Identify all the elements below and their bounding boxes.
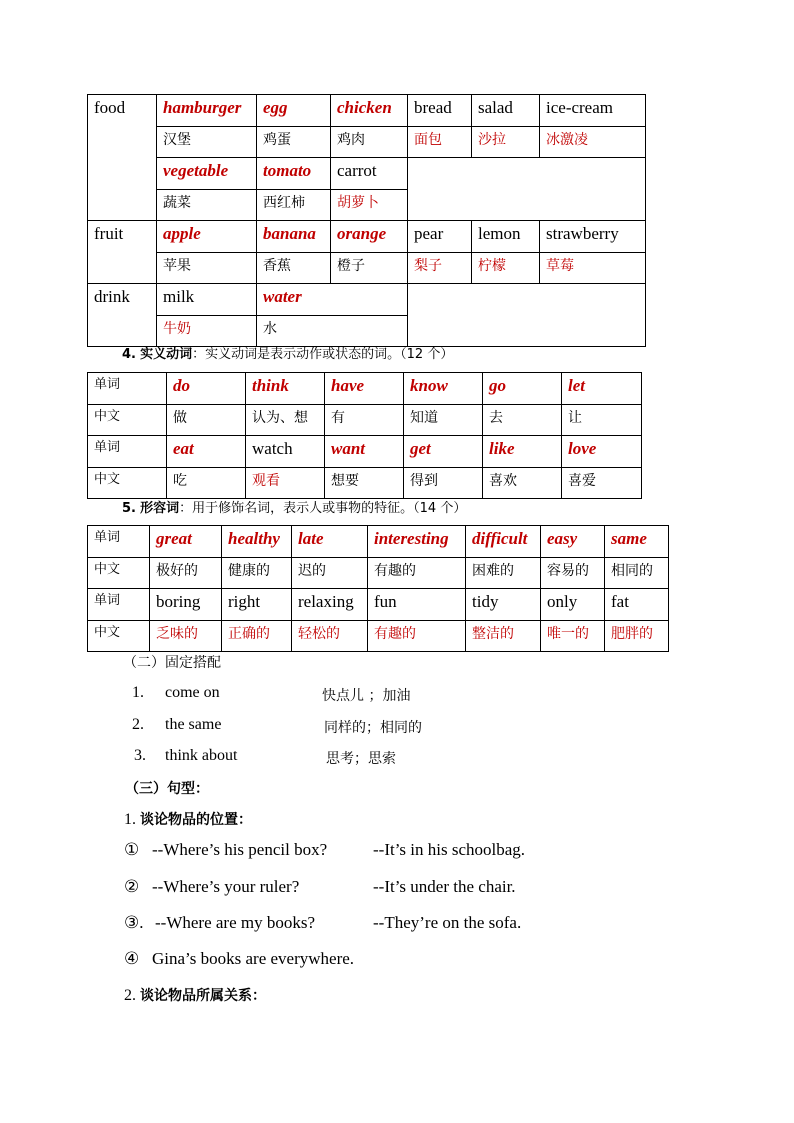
label-cn: 中文 — [94, 562, 121, 577]
phrase-number: 2. — [132, 716, 144, 733]
word-cell — [246, 373, 325, 405]
meaning-cell — [404, 405, 483, 436]
phrase-en: think about — [165, 747, 238, 764]
word-cell — [541, 589, 605, 621]
label-word: 单词 — [94, 593, 121, 608]
meaning-cell — [157, 127, 257, 158]
word-en: only — [547, 592, 578, 611]
word-en: eat — [173, 439, 194, 458]
word-cell — [541, 526, 605, 558]
meaning-cell — [472, 253, 540, 284]
word-cn: 让 — [568, 410, 582, 426]
meaning-cell — [562, 468, 642, 499]
meaning-cell — [325, 468, 404, 499]
heading-title: 形容词 — [140, 501, 180, 516]
word-en: want — [331, 439, 366, 458]
word-cn: 乏味的 — [156, 626, 198, 642]
meaning-cell — [167, 405, 246, 436]
word-cell — [368, 589, 466, 621]
word-en: let — [568, 376, 585, 395]
meaning-cell — [404, 468, 483, 499]
phrase-item-3 — [134, 747, 396, 767]
meaning-cell — [483, 405, 562, 436]
word-cn: 有趣的 — [374, 626, 416, 642]
meaning-cell — [157, 316, 257, 347]
word-cn: 做 — [173, 410, 187, 426]
word-cell — [292, 589, 368, 621]
category-label: fruit — [94, 224, 124, 243]
meaning-cell — [472, 127, 540, 158]
adj-word-row-1 — [88, 526, 669, 558]
word-cell — [483, 373, 562, 405]
sentence-answer: --It’s in his schoolbag. — [373, 840, 526, 859]
meaning-cell — [257, 253, 331, 284]
word-cn: 苹果 — [163, 258, 191, 274]
word-cell — [404, 436, 483, 468]
word-en: tidy — [472, 592, 499, 611]
meaning-cell — [222, 621, 292, 652]
meaning-cell — [541, 558, 605, 589]
word-cn: 容易的 — [547, 563, 589, 579]
word-cn: 橙子 — [337, 258, 365, 274]
food-cn-row-1 — [88, 127, 646, 158]
word-cell — [408, 221, 472, 253]
word-cell — [331, 221, 408, 253]
word-en: healthy — [228, 529, 280, 548]
phrase-number: 3. — [134, 747, 146, 764]
meaning-cell — [292, 621, 368, 652]
word-cell — [466, 526, 541, 558]
word-cell — [540, 221, 646, 253]
word-en: orange — [337, 224, 387, 243]
word-cell — [246, 436, 325, 468]
meaning-cell — [150, 621, 222, 652]
meaning-cell — [408, 127, 472, 158]
word-cn: 有趣的 — [374, 563, 416, 579]
word-en: strawberry — [546, 224, 619, 243]
sentence-answer: --They’re on the sofa. — [373, 913, 522, 932]
word-en: vegetable — [163, 161, 229, 180]
word-en: interesting — [374, 529, 449, 548]
word-en: same — [611, 529, 647, 548]
heading-description: ：实义动词是表示动作或状态的词。（12 个） — [192, 347, 454, 362]
word-cell — [466, 589, 541, 621]
empty-cell — [408, 284, 646, 347]
adjective-table — [87, 525, 669, 652]
meaning-cell — [292, 558, 368, 589]
heading-description: ：用于修饰名词，表示人或事物的特征。（14 个） — [179, 501, 467, 516]
word-cell — [331, 158, 408, 190]
word-cn: 想要 — [331, 473, 359, 489]
sub-title: 谈论物品所属关系： — [140, 988, 266, 1004]
word-cn: 沙拉 — [478, 132, 506, 148]
word-en: get — [410, 439, 431, 458]
word-cn: 整洁的 — [472, 626, 514, 642]
word-cell — [157, 95, 257, 127]
row-label — [88, 373, 167, 405]
phrases-heading: （二）固定搭配 — [123, 655, 221, 671]
word-cell — [257, 158, 331, 190]
word-en: right — [228, 592, 261, 611]
word-cn: 极好的 — [156, 563, 198, 579]
row-label — [88, 436, 167, 468]
word-cell — [157, 158, 257, 190]
word-en: boring — [156, 592, 201, 611]
meaning-cell — [466, 621, 541, 652]
word-cell — [562, 436, 642, 468]
meaning-cell — [483, 468, 562, 499]
meaning-cell — [222, 558, 292, 589]
label-cn: 中文 — [94, 409, 121, 424]
word-cell — [605, 526, 669, 558]
sentence-item-1 — [124, 840, 526, 860]
phrase-en: the same — [165, 716, 222, 733]
meaning-cell — [540, 127, 646, 158]
phrase-item-2 — [132, 716, 422, 736]
fruit-en-row — [88, 221, 646, 253]
meaning-cell — [408, 253, 472, 284]
word-cell — [157, 221, 257, 253]
word-en: lemon — [478, 224, 521, 243]
word-cn: 蔬菜 — [163, 195, 191, 211]
word-cn: 正确的 — [228, 626, 270, 642]
verb-cn-row-1 — [88, 405, 642, 436]
word-cn: 喜欢 — [489, 473, 517, 489]
word-en: fat — [611, 592, 629, 611]
phrase-cn: 思考；思索 — [326, 751, 396, 767]
category-fruit — [88, 221, 157, 284]
sentences-sub1 — [124, 809, 252, 829]
word-en: carrot — [337, 161, 377, 180]
word-cell — [222, 526, 292, 558]
word-cn: 吃 — [173, 473, 187, 489]
meaning-cell — [150, 558, 222, 589]
verb-word-row-1 — [88, 373, 642, 405]
sentence-question: --Where’s his pencil box? — [152, 840, 328, 859]
word-cn: 困难的 — [472, 563, 514, 579]
food-en-row-1 — [88, 95, 646, 127]
sentence-item-4 — [124, 949, 355, 969]
word-en: milk — [163, 287, 195, 306]
word-cell — [150, 526, 222, 558]
sentence-marker: ④ — [124, 949, 140, 968]
word-en: pear — [414, 224, 444, 243]
meaning-cell — [157, 253, 257, 284]
drink-en-row — [88, 284, 646, 316]
meaning-cell — [562, 405, 642, 436]
meaning-cell — [605, 621, 669, 652]
word-cell — [257, 95, 331, 127]
meaning-cell — [541, 621, 605, 652]
word-cn: 梨子 — [414, 258, 442, 274]
word-cell — [257, 284, 408, 316]
label-cn: 中文 — [94, 472, 121, 487]
word-cn: 牛奶 — [163, 321, 191, 337]
word-en: water — [263, 287, 302, 306]
row-label — [88, 526, 150, 558]
word-en: go — [489, 376, 506, 395]
word-en: relaxing — [298, 592, 354, 611]
heading-number: 5. — [122, 501, 136, 516]
label-word: 单词 — [94, 530, 121, 545]
verb-cn-row-2 — [88, 468, 642, 499]
word-cell — [292, 526, 368, 558]
noun-table — [87, 94, 646, 347]
word-cn: 香蕉 — [263, 258, 291, 274]
word-cell — [167, 436, 246, 468]
word-cell — [257, 221, 331, 253]
sentence-item-3 — [124, 913, 522, 933]
word-cell — [368, 526, 466, 558]
adj-cn-row-1 — [88, 558, 669, 589]
sentence-question: --Where’s your ruler? — [152, 877, 300, 896]
word-en: late — [298, 529, 324, 548]
word-cell — [404, 373, 483, 405]
row-label — [88, 405, 167, 436]
phrase-cn: 快点儿 ；加油 — [322, 688, 411, 704]
word-en: hamburger — [163, 98, 242, 117]
category-drink — [88, 284, 157, 347]
word-cn: 观看 — [252, 473, 280, 489]
row-label — [88, 558, 150, 589]
meaning-cell — [246, 468, 325, 499]
word-cn: 得到 — [410, 473, 438, 489]
word-en: ice-cream — [546, 98, 613, 117]
word-en: think — [252, 376, 289, 395]
sentences-sub2 — [124, 985, 266, 1005]
sentence-answer: --It’s under the chair. — [373, 877, 516, 896]
meaning-cell — [466, 558, 541, 589]
meaning-cell — [331, 127, 408, 158]
sentences-heading: （三）句型： — [125, 781, 209, 797]
word-cn: 去 — [489, 410, 503, 426]
sentence-marker: ② — [124, 877, 140, 896]
word-cell — [157, 284, 257, 316]
meaning-cell — [325, 405, 404, 436]
word-en: like — [489, 439, 515, 458]
word-en: love — [568, 439, 597, 458]
meaning-cell — [368, 621, 466, 652]
word-cn: 迟的 — [298, 563, 326, 579]
word-cell — [331, 95, 408, 127]
word-cell — [325, 373, 404, 405]
word-en: do — [173, 376, 190, 395]
verb-word-row-2 — [88, 436, 642, 468]
word-cell — [483, 436, 562, 468]
label-word: 单词 — [94, 440, 121, 455]
sentence-marker: ① — [124, 840, 140, 859]
word-cell — [325, 436, 404, 468]
word-cn: 相同的 — [611, 563, 653, 579]
word-cn: 西红柿 — [263, 195, 305, 211]
phrase-en: come on — [165, 684, 220, 701]
word-en: bread — [414, 98, 452, 117]
word-cell — [222, 589, 292, 621]
word-en: chicken — [337, 98, 392, 117]
word-cn: 鸡肉 — [337, 132, 365, 148]
fruit-cn-row — [88, 253, 646, 284]
sub-number: 2. — [124, 987, 136, 1004]
word-cn: 草莓 — [546, 258, 574, 274]
meaning-cell — [257, 316, 408, 347]
word-en: egg — [263, 98, 288, 117]
word-en: salad — [478, 98, 513, 117]
adjectives-heading — [122, 497, 466, 516]
verb-table — [87, 372, 642, 499]
word-en: watch — [252, 439, 293, 458]
word-en: fun — [374, 592, 397, 611]
word-cn: 胡萝卜 — [337, 195, 379, 211]
word-cn: 面包 — [414, 132, 442, 148]
row-label — [88, 621, 150, 652]
word-cell — [408, 95, 472, 127]
word-cn: 肥胖的 — [611, 626, 653, 642]
sentence-text: Gina’s books are everywhere. — [152, 949, 355, 968]
food-en-row-2 — [88, 158, 646, 190]
meaning-cell — [540, 253, 646, 284]
phrase-item-1 — [132, 684, 411, 704]
heading-title: 实义动词 — [140, 347, 193, 362]
word-cn: 唯一的 — [547, 626, 589, 642]
sentence-question: --Where are my books? — [155, 913, 316, 932]
word-cn: 轻松的 — [298, 626, 340, 642]
word-en: great — [156, 529, 192, 548]
meaning-cell — [368, 558, 466, 589]
empty-cell — [408, 158, 646, 221]
word-en: banana — [263, 224, 316, 243]
word-cn: 水 — [263, 321, 277, 337]
phrase-cn: 同样的；相同的 — [324, 720, 422, 736]
word-cn: 汉堡 — [163, 132, 191, 148]
word-en: tomato — [263, 161, 312, 180]
category-label: drink — [94, 287, 130, 306]
adj-cn-row-2 — [88, 621, 669, 652]
meaning-cell — [246, 405, 325, 436]
word-cn: 有 — [331, 410, 345, 426]
word-cn: 喜爱 — [568, 473, 596, 489]
meaning-cell — [331, 253, 408, 284]
word-cn: 鸡蛋 — [263, 132, 291, 148]
word-en: easy — [547, 529, 578, 548]
row-label — [88, 589, 150, 621]
word-cn: 健康的 — [228, 563, 270, 579]
sentence-item-2 — [124, 877, 516, 897]
heading-number: 4. — [122, 347, 136, 362]
word-cn: 知道 — [410, 410, 438, 426]
word-cell — [150, 589, 222, 621]
word-en: apple — [163, 224, 201, 243]
label-word: 单词 — [94, 377, 121, 392]
meaning-cell — [257, 190, 331, 221]
meaning-cell — [331, 190, 408, 221]
meaning-cell — [157, 190, 257, 221]
word-cell — [167, 373, 246, 405]
word-cell — [472, 95, 540, 127]
word-cell — [540, 95, 646, 127]
word-en: know — [410, 376, 448, 395]
meaning-cell — [605, 558, 669, 589]
category-label: food — [94, 98, 126, 117]
label-cn: 中文 — [94, 625, 121, 640]
sentence-marker: ③. — [124, 913, 144, 932]
word-cell — [472, 221, 540, 253]
meaning-cell — [257, 127, 331, 158]
category-food — [88, 95, 157, 221]
phrase-number: 1. — [132, 684, 144, 701]
word-en: difficult — [472, 529, 528, 548]
word-en: have — [331, 376, 365, 395]
word-cell — [605, 589, 669, 621]
sub-number: 1. — [124, 811, 136, 828]
word-cn: 认为、想 — [252, 410, 308, 426]
word-cell — [562, 373, 642, 405]
word-cn: 柠檬 — [478, 258, 506, 274]
word-cn: 冰激凌 — [546, 132, 588, 148]
verbs-heading — [122, 343, 453, 362]
row-label — [88, 468, 167, 499]
adj-word-row-2 — [88, 589, 669, 621]
meaning-cell — [167, 468, 246, 499]
sub-title: 谈论物品的位置： — [140, 812, 252, 828]
